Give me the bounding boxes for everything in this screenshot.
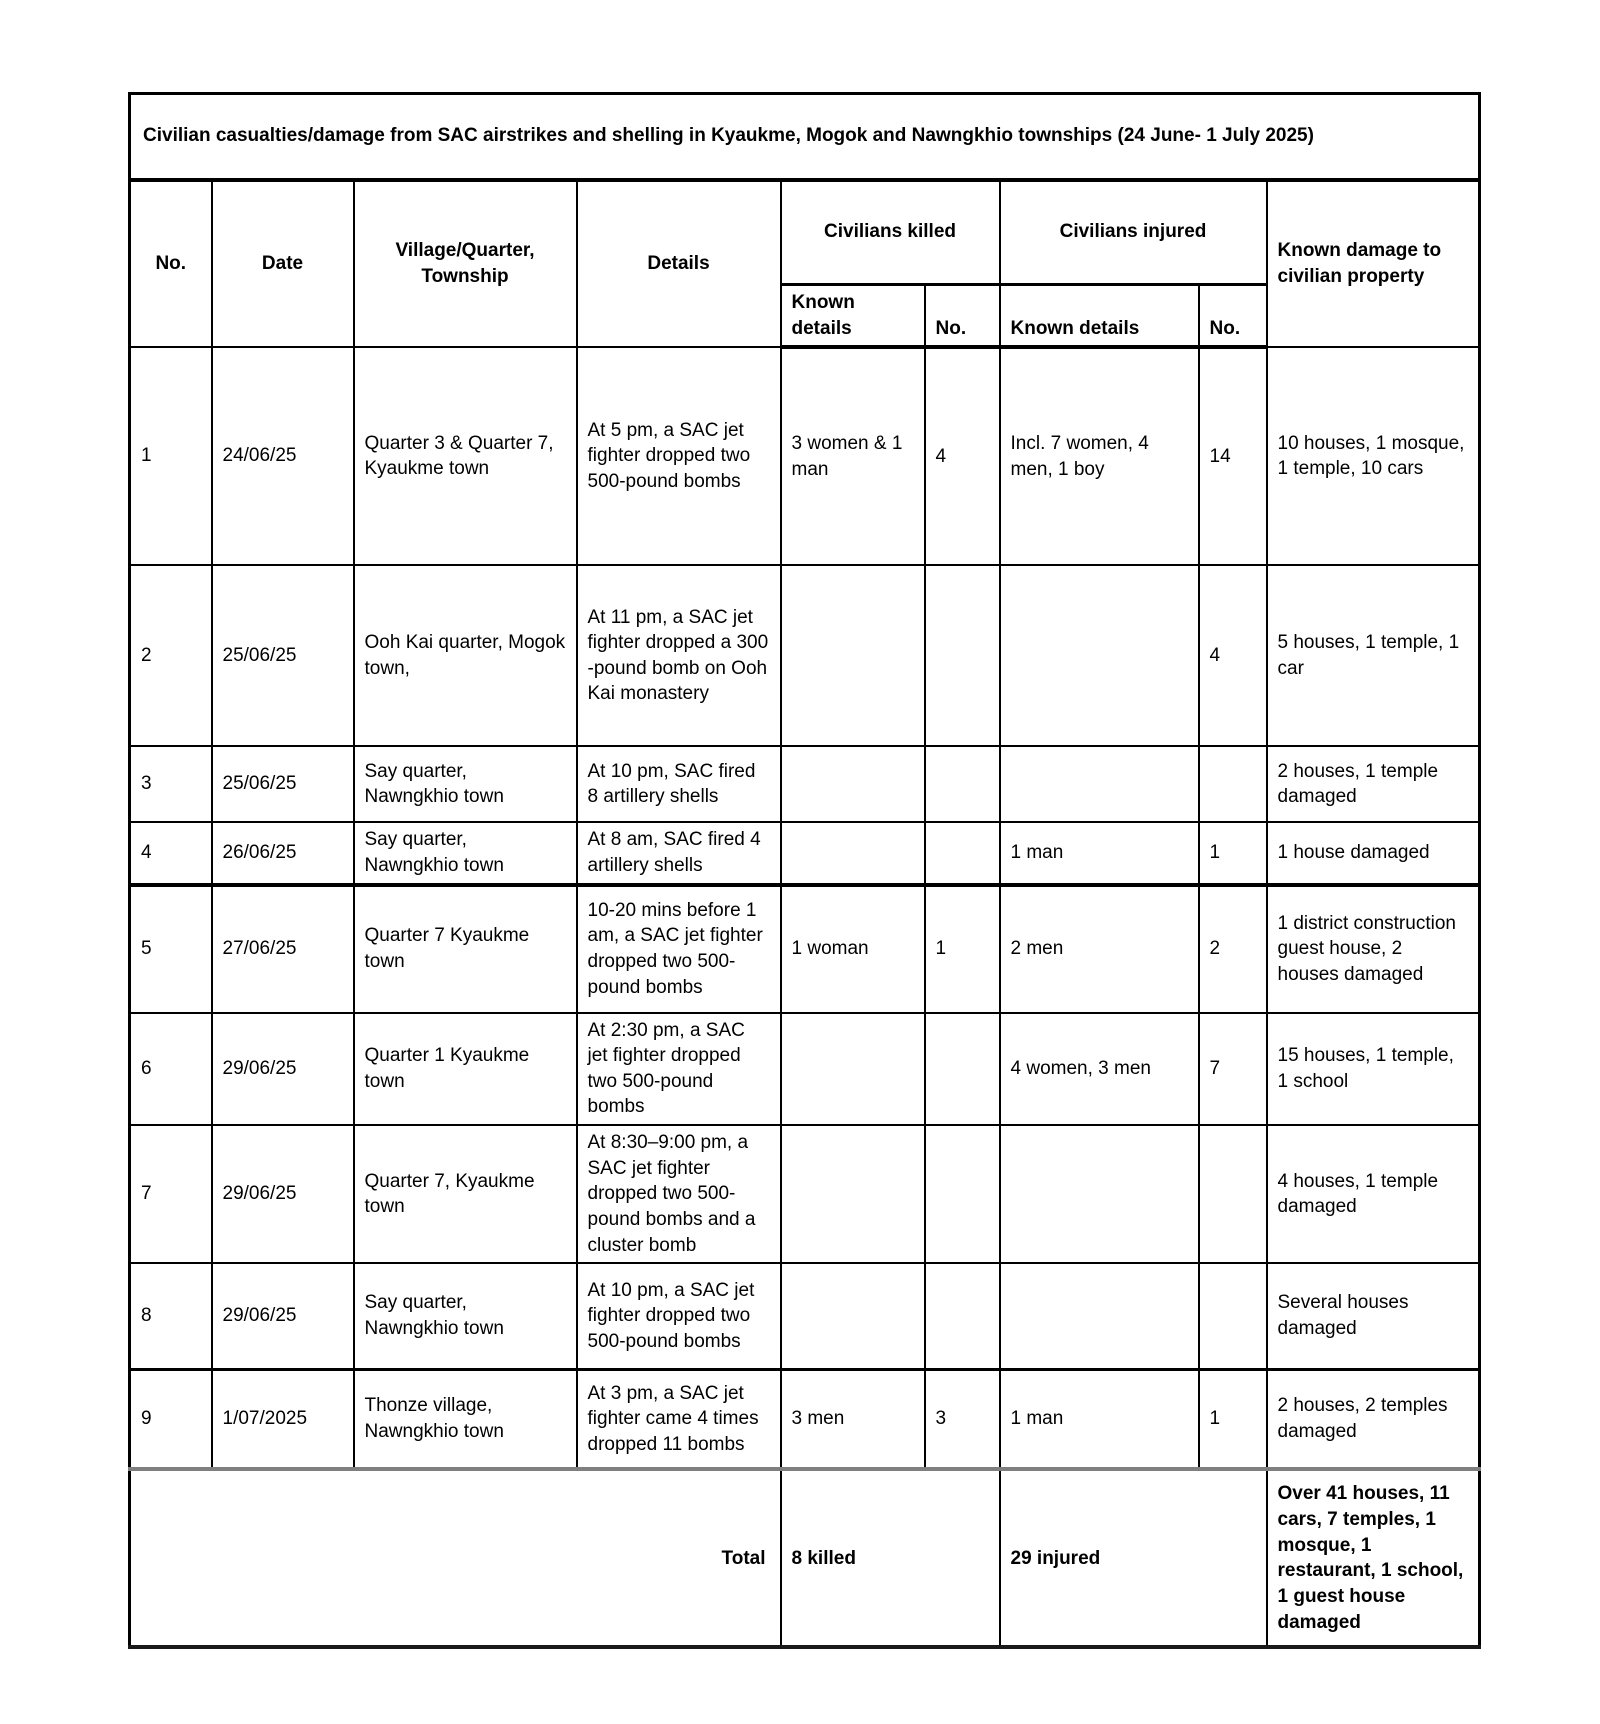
cell-damage: Several houses damaged bbox=[1267, 1263, 1480, 1369]
cell-killed-details bbox=[781, 822, 925, 884]
cell-no: 6 bbox=[130, 1013, 212, 1126]
header-damage: Known damage to civilian property bbox=[1267, 180, 1480, 348]
cell-damage: 4 houses, 1 temple damaged bbox=[1267, 1125, 1480, 1263]
table-row bbox=[130, 565, 1480, 746]
cell-details: At 10 pm, a SAC jet fighter dropped two 500-pound bombs bbox=[577, 1263, 781, 1369]
cell-village: Say quarter, Nawngkhio town bbox=[354, 822, 577, 884]
cell-no: 3 bbox=[130, 746, 212, 822]
cell-date: 27/06/25 bbox=[212, 885, 354, 1013]
cell-details: At 3 pm, a SAC jet fighter came 4 times dropped 11 bombs bbox=[577, 1369, 781, 1469]
table-row bbox=[130, 885, 1480, 1013]
total-row bbox=[130, 1469, 1480, 1647]
table-body bbox=[130, 347, 1480, 1469]
cell-date: 29/06/25 bbox=[212, 1263, 354, 1369]
cell-details: At 8 am, SAC fired 4 artillery shells bbox=[577, 822, 781, 884]
title-row bbox=[130, 94, 1480, 180]
cell-date: 1/07/2025 bbox=[212, 1369, 354, 1469]
cell-injured-no bbox=[1199, 746, 1267, 822]
cell-damage: 2 houses, 1 temple damaged bbox=[1267, 746, 1480, 822]
cell-killed-no bbox=[925, 565, 1000, 746]
cell-killed-details bbox=[781, 1263, 925, 1369]
cell-village: Thonze village, Nawngkhio town bbox=[354, 1369, 577, 1469]
header-injured-no: No. bbox=[1199, 285, 1267, 348]
cell-village: Say quarter, Nawngkhio town bbox=[354, 1263, 577, 1369]
cell-damage: 10 houses, 1 mosque, 1 temple, 10 cars bbox=[1267, 347, 1480, 565]
table-row bbox=[130, 1369, 1480, 1469]
cell-injured-details bbox=[1000, 1263, 1199, 1369]
header-killed-known-details: Known details bbox=[781, 285, 925, 348]
header-date: Date bbox=[212, 180, 354, 348]
cell-date: 24/06/25 bbox=[212, 347, 354, 565]
cell-date: 29/06/25 bbox=[212, 1125, 354, 1263]
cell-village: Quarter 7 Kyaukme town bbox=[354, 885, 577, 1013]
table-row bbox=[130, 1125, 1480, 1263]
cell-village: Ooh Kai quarter, Mogok town, bbox=[354, 565, 577, 746]
cell-injured-details: 1 man bbox=[1000, 822, 1199, 884]
table-footer bbox=[130, 1469, 1480, 1647]
table-row bbox=[130, 347, 1480, 565]
cell-details: At 10 pm, SAC fired 8 artillery shells bbox=[577, 746, 781, 822]
cell-damage: 5 houses, 1 temple, 1 car bbox=[1267, 565, 1480, 746]
cell-details: At 2:30 pm, a SAC jet fighter dropped two 500-pound bombs bbox=[577, 1013, 781, 1126]
cell-village: Quarter 7, Kyaukme town bbox=[354, 1125, 577, 1263]
cell-injured-details bbox=[1000, 1125, 1199, 1263]
cell-injured-no bbox=[1199, 1125, 1267, 1263]
cell-injured-no bbox=[1199, 1263, 1267, 1369]
header-row-groups bbox=[130, 180, 1480, 285]
header-village: Village/Quarter, Township bbox=[354, 180, 577, 348]
cell-injured-details: 1 man bbox=[1000, 1369, 1199, 1469]
cell-killed-details bbox=[781, 1013, 925, 1126]
table-row bbox=[130, 1013, 1480, 1126]
cell-village: Quarter 1 Kyaukme town bbox=[354, 1013, 577, 1126]
cell-details: At 11 pm, a SAC jet fighter dropped a 300 -pound bomb on Ooh Kai monastery bbox=[577, 565, 781, 746]
cell-killed-details bbox=[781, 565, 925, 746]
cell-no: 8 bbox=[130, 1263, 212, 1369]
cell-injured-no: 1 bbox=[1199, 822, 1267, 884]
cell-village: Say quarter, Nawngkhio town bbox=[354, 746, 577, 822]
cell-injured-no: 2 bbox=[1199, 885, 1267, 1013]
cell-injured-no: 4 bbox=[1199, 565, 1267, 746]
total-label: Total bbox=[130, 1469, 781, 1647]
header-civilians-injured: Civilians injured bbox=[1000, 180, 1267, 285]
cell-damage: 15 houses, 1 temple, 1 school bbox=[1267, 1013, 1480, 1126]
cell-injured-details: Incl. 7 women, 4 men, 1 boy bbox=[1000, 347, 1199, 565]
cell-details: At 5 pm, a SAC jet fighter dropped two 500-pound bombs bbox=[577, 347, 781, 565]
cell-no: 2 bbox=[130, 565, 212, 746]
cell-killed-details: 3 men bbox=[781, 1369, 925, 1469]
table-row bbox=[130, 822, 1480, 884]
header-civilians-killed: Civilians killed bbox=[781, 180, 1000, 285]
cell-date: 25/06/25 bbox=[212, 746, 354, 822]
cell-injured-details bbox=[1000, 565, 1199, 746]
header-no: No. bbox=[130, 180, 212, 348]
cell-damage: 1 house damaged bbox=[1267, 822, 1480, 884]
cell-damage: 2 houses, 2 temples damaged bbox=[1267, 1369, 1480, 1469]
cell-no: 9 bbox=[130, 1369, 212, 1469]
cell-date: 25/06/25 bbox=[212, 565, 354, 746]
header-killed-no: No. bbox=[925, 285, 1000, 348]
cell-killed-details: 1 woman bbox=[781, 885, 925, 1013]
cell-killed-no: 4 bbox=[925, 347, 1000, 565]
cell-date: 29/06/25 bbox=[212, 1013, 354, 1126]
document-title: Civilian casualties/damage from SAC airstrikes and shelling in Kyaukme, Mogok and Nawngkhio townships (24 June- 1 July 2025) bbox=[130, 94, 1480, 180]
cell-killed-details bbox=[781, 1125, 925, 1263]
cell-no: 7 bbox=[130, 1125, 212, 1263]
total-killed: 8 killed bbox=[781, 1469, 1000, 1647]
cell-injured-no: 14 bbox=[1199, 347, 1267, 565]
cell-killed-no bbox=[925, 1013, 1000, 1126]
cell-village: Quarter 3 & Quarter 7, Kyaukme town bbox=[354, 347, 577, 565]
table-row bbox=[130, 746, 1480, 822]
cell-injured-details: 4 women, 3 men bbox=[1000, 1013, 1199, 1126]
cell-killed-no: 3 bbox=[925, 1369, 1000, 1469]
cell-killed-no bbox=[925, 1263, 1000, 1369]
cell-no: 4 bbox=[130, 822, 212, 884]
cell-injured-details bbox=[1000, 746, 1199, 822]
cell-details: 10-20 mins before 1 am, a SAC jet fighter dropped two 500-pound bombs bbox=[577, 885, 781, 1013]
cell-no: 5 bbox=[130, 885, 212, 1013]
cell-killed-no bbox=[925, 822, 1000, 884]
cell-no: 1 bbox=[130, 347, 212, 565]
cell-date: 26/06/25 bbox=[212, 822, 354, 884]
cell-damage: 1 district construction guest house, 2 houses damaged bbox=[1267, 885, 1480, 1013]
table-row bbox=[130, 1263, 1480, 1369]
cell-injured-details: 2 men bbox=[1000, 885, 1199, 1013]
cell-killed-details bbox=[781, 746, 925, 822]
cell-killed-no bbox=[925, 746, 1000, 822]
total-injured: 29 injured bbox=[1000, 1469, 1267, 1647]
cell-killed-no bbox=[925, 1125, 1000, 1263]
cell-killed-no: 1 bbox=[925, 885, 1000, 1013]
cell-details: At 8:30–9:00 pm, a SAC jet fighter dropped two 500-pound bombs and a cluster bomb bbox=[577, 1125, 781, 1263]
cell-killed-details: 3 women & 1 man bbox=[781, 347, 925, 565]
total-damage: Over 41 houses, 11 cars, 7 temples, 1 mosque, 1 restaurant, 1 school, 1 guest house damaged bbox=[1267, 1469, 1480, 1647]
cell-injured-no: 1 bbox=[1199, 1369, 1267, 1469]
header-details: Details bbox=[577, 180, 781, 348]
cell-injured-no: 7 bbox=[1199, 1013, 1267, 1126]
header-injured-known-details: Known details bbox=[1000, 285, 1199, 348]
casualty-table bbox=[128, 92, 1481, 1649]
